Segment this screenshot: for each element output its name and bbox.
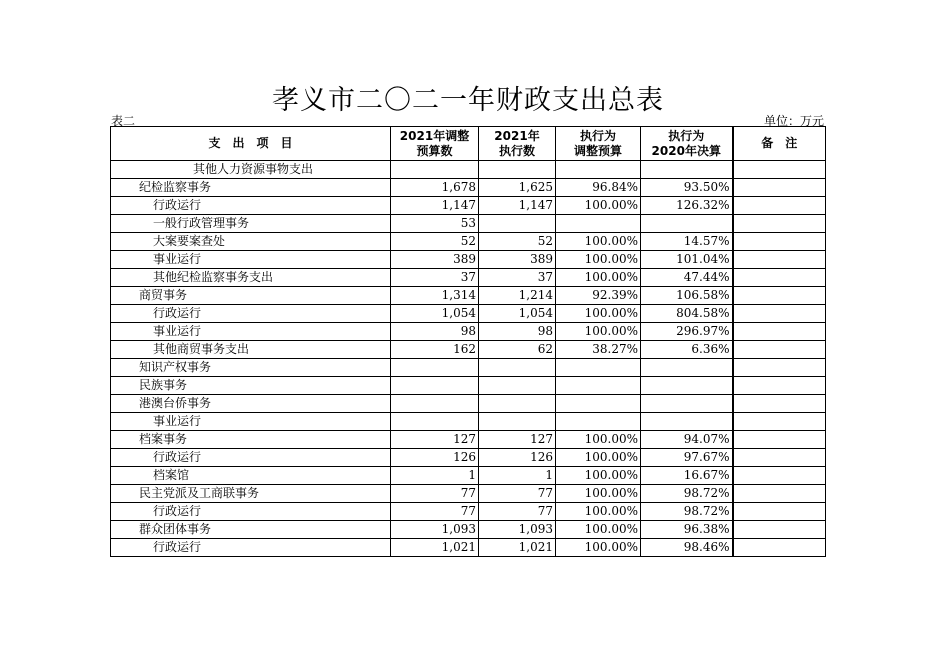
row-note: [733, 305, 826, 323]
row-note: [733, 161, 826, 179]
row-budget: 1,054: [391, 305, 479, 323]
row-ratio-2020: [641, 395, 733, 413]
row-ratio-2020: 6.36%: [641, 341, 733, 359]
row-item-name: 其他商贸事务支出: [111, 341, 391, 359]
row-exec: [479, 413, 556, 431]
unit-label: 单位：万元: [763, 114, 824, 128]
row-ratio-2020: [641, 161, 733, 179]
row-item-name: 一般行政管理事务: [111, 215, 391, 233]
table-row: [111, 269, 826, 287]
table-row: [111, 179, 826, 197]
header-budget-line1: 2021年调整: [399, 128, 470, 143]
row-exec: 62: [479, 341, 556, 359]
table-row: [111, 305, 826, 323]
row-note: [733, 467, 826, 485]
table-row: [111, 503, 826, 521]
row-exec: 52: [479, 233, 556, 251]
table-row: [111, 323, 826, 341]
row-ratio-budget: 100.00%: [556, 323, 641, 341]
row-budget: [391, 377, 479, 395]
table-row: [111, 197, 826, 215]
header-exec-line1: 2021年: [494, 128, 540, 143]
row-exec: 1: [479, 467, 556, 485]
row-item-name: 知识产权事务: [111, 359, 391, 377]
row-ratio-2020: 98.72%: [641, 485, 733, 503]
row-ratio-budget: [556, 161, 641, 179]
row-ratio-2020: 126.32%: [641, 197, 733, 215]
row-budget: 162: [391, 341, 479, 359]
row-ratio-2020: 98.72%: [641, 503, 733, 521]
row-note: [733, 359, 826, 377]
row-note: [733, 269, 826, 287]
row-ratio-2020: 97.67%: [641, 449, 733, 467]
row-ratio-budget: 100.00%: [556, 485, 641, 503]
row-note: [733, 431, 826, 449]
row-item-name: 行政运行: [111, 503, 391, 521]
header-budget: [391, 127, 479, 161]
table-row: [111, 251, 826, 269]
row-exec: 126: [479, 449, 556, 467]
header-budget-line2: 预算数: [416, 143, 453, 158]
row-ratio-2020: 96.38%: [641, 521, 733, 539]
header-ratio-budget: [556, 127, 641, 161]
row-item-name: 行政运行: [111, 449, 391, 467]
row-ratio-2020: [641, 359, 733, 377]
row-item-name: 其他人力资源事物支出: [111, 161, 391, 179]
row-exec: 1,214: [479, 287, 556, 305]
row-exec: 98: [479, 323, 556, 341]
header-exec-line2: 执行数: [498, 143, 535, 158]
row-item-name: 行政运行: [111, 305, 391, 323]
row-item-name: 大案要案查处: [111, 233, 391, 251]
row-note: [733, 197, 826, 215]
row-note: [733, 341, 826, 359]
row-ratio-2020: 296.97%: [641, 323, 733, 341]
row-item-name: 纪检监察事务: [111, 179, 391, 197]
header-row: [111, 127, 826, 161]
table-row: [111, 395, 826, 413]
table-row: [111, 467, 826, 485]
table-row: [111, 161, 826, 179]
row-budget: 127: [391, 431, 479, 449]
row-ratio-budget: 96.84%: [556, 179, 641, 197]
row-budget: 1: [391, 467, 479, 485]
row-ratio-budget: [556, 413, 641, 431]
row-ratio-budget: 100.00%: [556, 233, 641, 251]
row-note: [733, 233, 826, 251]
row-note: [733, 179, 826, 197]
row-exec: 127: [479, 431, 556, 449]
table-row: [111, 449, 826, 467]
table-row: [111, 431, 826, 449]
row-ratio-2020: 101.04%: [641, 251, 733, 269]
row-ratio-budget: 100.00%: [556, 449, 641, 467]
row-note: [733, 503, 826, 521]
row-budget: 1,314: [391, 287, 479, 305]
row-exec: 37: [479, 269, 556, 287]
table-row: [111, 521, 826, 539]
row-item-name: 档案馆: [111, 467, 391, 485]
row-item-name: 商贸事务: [111, 287, 391, 305]
row-budget: 1,678: [391, 179, 479, 197]
row-note: [733, 521, 826, 539]
row-item-name: 事业运行: [111, 323, 391, 341]
row-exec: 1,093: [479, 521, 556, 539]
row-ratio-budget: 100.00%: [556, 467, 641, 485]
row-budget: [391, 413, 479, 431]
row-item-name: 民主党派及工商联事务: [111, 485, 391, 503]
header-ratio-2020-line1: 执行为: [668, 128, 705, 143]
row-ratio-budget: 100.00%: [556, 305, 641, 323]
row-ratio-budget: [556, 395, 641, 413]
row-exec: 1,021: [479, 539, 556, 557]
table-row: [111, 341, 826, 359]
row-item-name: 事业运行: [111, 413, 391, 431]
row-ratio-2020: [641, 377, 733, 395]
row-note: [733, 395, 826, 413]
table-row: [111, 215, 826, 233]
row-note: [733, 215, 826, 233]
row-ratio-budget: 100.00%: [556, 269, 641, 287]
row-budget: 53: [391, 215, 479, 233]
header-ratio-2020-line2: 2020年决算: [651, 143, 721, 158]
row-budget: 1,021: [391, 539, 479, 557]
row-budget: 77: [391, 503, 479, 521]
row-budget: [391, 161, 479, 179]
row-item-name: 行政运行: [111, 539, 391, 557]
row-exec: 1,054: [479, 305, 556, 323]
row-ratio-budget: 100.00%: [556, 431, 641, 449]
header-item: 支 出 项 目: [111, 127, 391, 161]
row-ratio-2020: 14.57%: [641, 233, 733, 251]
row-exec: [479, 395, 556, 413]
page-title: 孝义市二〇二一年财政支出总表: [272, 85, 664, 116]
row-budget: 1,147: [391, 197, 479, 215]
header-ratio-budget-line2: 调整预算: [573, 143, 622, 158]
row-exec: 1,625: [479, 179, 556, 197]
header-note: 备 注: [733, 127, 826, 161]
row-exec: [479, 359, 556, 377]
row-note: [733, 413, 826, 431]
row-ratio-budget: 92.39%: [556, 287, 641, 305]
row-ratio-2020: 804.58%: [641, 305, 733, 323]
row-ratio-2020: 47.44%: [641, 269, 733, 287]
table-row: [111, 485, 826, 503]
row-exec: [479, 215, 556, 233]
row-budget: [391, 359, 479, 377]
header-ratio-2020: [641, 127, 733, 161]
row-exec: [479, 377, 556, 395]
row-item-name: 港澳台侨事务: [111, 395, 391, 413]
row-item-name: 群众团体事务: [111, 521, 391, 539]
row-ratio-budget: 100.00%: [556, 251, 641, 269]
row-item-name: 行政运行: [111, 197, 391, 215]
row-ratio-budget: [556, 359, 641, 377]
row-budget: 389: [391, 251, 479, 269]
row-ratio-2020: 106.58%: [641, 287, 733, 305]
row-budget: 37: [391, 269, 479, 287]
table-label: 表二: [111, 114, 136, 128]
row-budget: [391, 395, 479, 413]
row-ratio-2020: 94.07%: [641, 431, 733, 449]
row-exec: [479, 161, 556, 179]
row-note: [733, 323, 826, 341]
row-ratio-budget: 100.00%: [556, 197, 641, 215]
row-item-name: 民族事务: [111, 377, 391, 395]
row-note: [733, 539, 826, 557]
row-ratio-2020: [641, 413, 733, 431]
row-ratio-2020: 16.67%: [641, 467, 733, 485]
table-row: [111, 233, 826, 251]
row-ratio-budget: 38.27%: [556, 341, 641, 359]
row-ratio-budget: [556, 377, 641, 395]
row-budget: 52: [391, 233, 479, 251]
table-row: [111, 539, 826, 557]
row-exec: 77: [479, 485, 556, 503]
row-item-name: 事业运行: [111, 251, 391, 269]
row-note: [733, 287, 826, 305]
row-ratio-budget: [556, 215, 641, 233]
table-row: [111, 287, 826, 305]
header-ratio-budget-line1: 执行为: [579, 128, 616, 143]
row-ratio-budget: 100.00%: [556, 539, 641, 557]
row-ratio-2020: 93.50%: [641, 179, 733, 197]
row-note: [733, 377, 826, 395]
header-exec: [479, 127, 556, 161]
row-ratio-2020: [641, 215, 733, 233]
row-note: [733, 251, 826, 269]
row-item-name: 档案事务: [111, 431, 391, 449]
row-budget: 77: [391, 485, 479, 503]
row-budget: 126: [391, 449, 479, 467]
row-item-name: 其他纪检监察事务支出: [111, 269, 391, 287]
table-row: [111, 359, 826, 377]
row-budget: 98: [391, 323, 479, 341]
table-row: [111, 377, 826, 395]
row-ratio-2020: 98.46%: [641, 539, 733, 557]
row-exec: 77: [479, 503, 556, 521]
row-exec: 389: [479, 251, 556, 269]
row-note: [733, 449, 826, 467]
row-ratio-budget: 100.00%: [556, 503, 641, 521]
table-row: [111, 413, 826, 431]
row-note: [733, 485, 826, 503]
expenditure-table: [110, 126, 826, 557]
row-exec: 1,147: [479, 197, 556, 215]
row-budget: 1,093: [391, 521, 479, 539]
row-ratio-budget: 100.00%: [556, 521, 641, 539]
